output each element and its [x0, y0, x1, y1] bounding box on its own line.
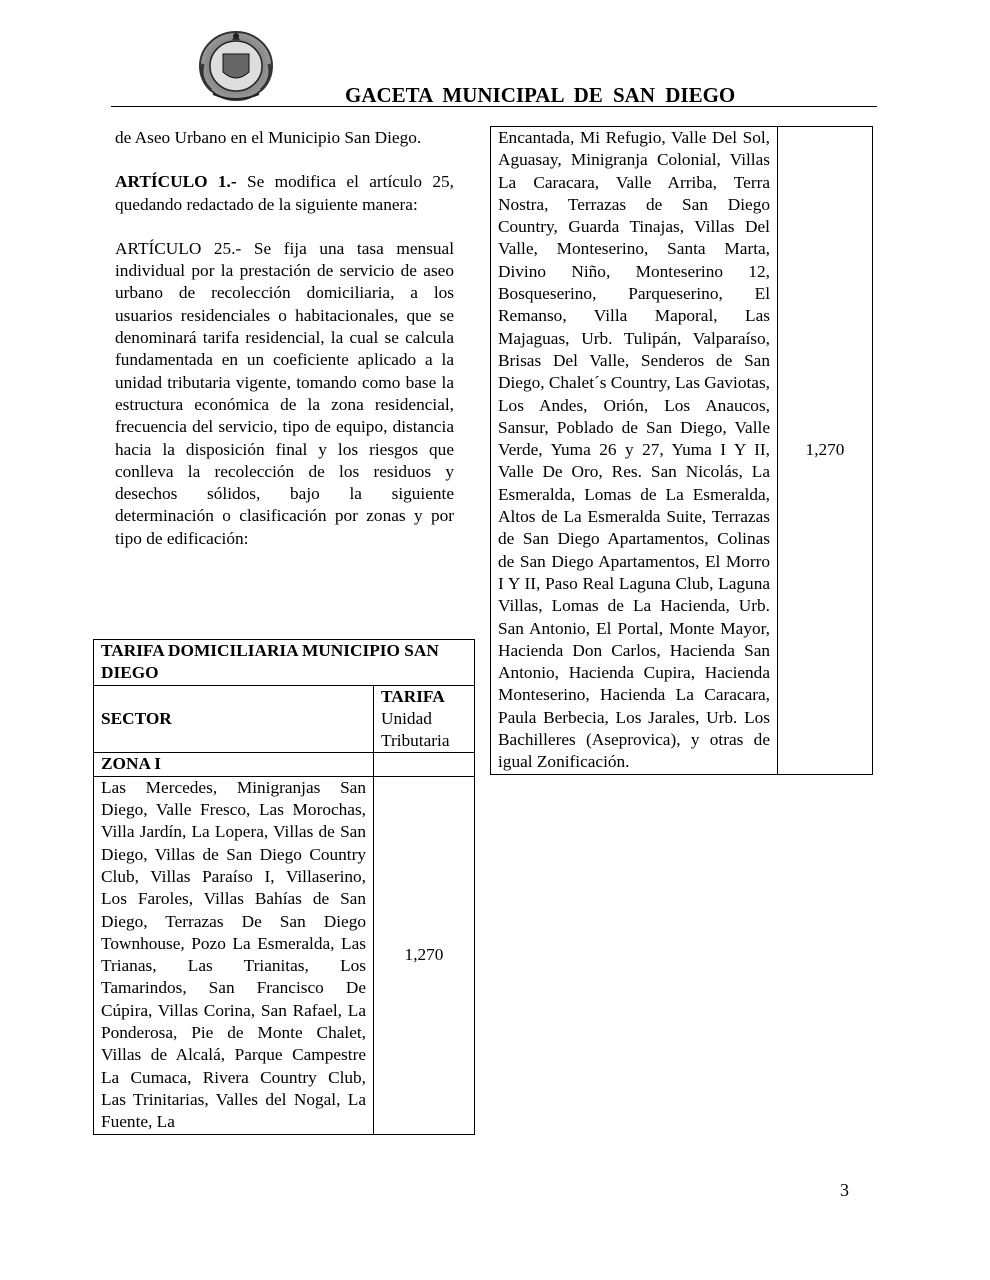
- municipal-seal-icon: [193, 24, 279, 104]
- intro-paragraph: de Aseo Urbano en el Municipio San Diego.: [115, 128, 422, 147]
- sector-header: SECTOR: [94, 685, 374, 753]
- left-column-text: [115, 127, 454, 572]
- page-number: 3: [840, 1180, 849, 1200]
- tariff-table-part1: [93, 639, 475, 1135]
- article25-paragraph: ARTÍCULO 25.- Se fija una tasa mensual individual por la prestación de servicio de aseo urbano de recolección domiciliaria, a los usuarios residenciales o habitacionales, que se denominará tarifa residencial, la cual se calcula fundamentada en un coeficiente aplicado a la unidad tributaria vigente, tomando como base la estructura económica de la zona residencial, frecuencia del servicio, tipo de equipo, distancia hacia la disposición final y los riesgos que conlleva la recolección de los residuos y desechos sólidos, bajo la siguiente determinación o clasificación por zonas y por tipo de edificación:: [115, 238, 454, 548]
- tariff-table-part2: [490, 126, 873, 775]
- table-title: TARIFA DOMICILIARIA MUNICIPIO SAN DIEGO: [94, 640, 475, 686]
- zone-label-empty: [374, 753, 475, 776]
- article1-text: Se modifica el artículo 25, quedando redactado de la siguiente manera:: [115, 172, 454, 214]
- zone1-tarifa-value-part1: 1,270: [374, 776, 475, 1134]
- unit-header: Unidad Tributaria: [381, 708, 450, 751]
- zone1-sectors-part1: Las Mercedes, Minigranjas San Diego, Valle Fresco, Las Morochas, Villa Jardín, La Lopera, Villas de San Diego, Villas de San Diego Country Club, Villas Paraíso I, Villaserino, Los Faroles, Villas Bahías de San Diego, Terrazas De San Diego Townhouse, Pozo La Esmeralda, Las Trianas, Las Trianitas, Los Tamarindos, San Francisco De Cúpira, Villas Corina, San Rafael, La Ponderosa, Pie de Monte Chalet, Villas de Alcalá, Parque Campestre La Cumaca, Rivera Country Club, Las Trinitarias, Valles del Nogal, La Fuente, La: [94, 776, 374, 1134]
- tarifa-header-cell: [374, 685, 475, 753]
- gazette-title: GACETA MUNICIPAL DE SAN DIEGO: [345, 83, 736, 107]
- tarifa-header: TARIFA: [381, 686, 445, 706]
- zone1-tarifa-value-part2: 1,270: [778, 127, 873, 775]
- zone-label: ZONA I: [94, 753, 374, 776]
- zone1-sectors-part2: Encantada, Mi Refugio, Valle Del Sol, Aguasay, Minigranja Colonial, Villas La Caracara, Valle Arriba, Terra Nostra, Terrazas de San Diego Country, Guarda Tinajas, Villas Del Valle, Monteserino, Santa Marta, Divino Niño, Monteserino 12, Bosqueserino, Parqueserino, El Remanso, Villa Maporal, Las Majaguas, Urb. Tulipán, Valparaíso, Brisas Del Valle, Senderos de San Diego, Chalet´s Country, Las Gaviotas, Los Andes, Orión, Los Anaucos, Sansur, Poblado de San Diego, Valle Verde, Yuma 26 y 27, Yuma I Y II, Valle De Oro, Res. San Nicolás, La Esmeralda, Lomas de La Esmeralda, Altos de La Esmeralda Suite, Terrazas de San Diego Apartamentos, Colinas de San Diego Apartamentos, El Morro I Y II, Paso Real Laguna Club, Laguna Villas, Lomas de La Hacienda, Urb. San Antonio, El Portal, Monte Mayor, Hacienda Don Carlos, Hacienda San Antonio, Hacienda Cupira, Hacienda Monteserino, Hacienda La Caracara, Paula Berbecia, Los Jarales, Urb. Los Bachilleres (Aseprovica), y otras de igual Zonificación.: [491, 127, 778, 775]
- article1-label: ARTÍCULO 1.-: [115, 172, 237, 192]
- header-rule: [111, 106, 877, 107]
- article1-paragraph: [115, 171, 454, 216]
